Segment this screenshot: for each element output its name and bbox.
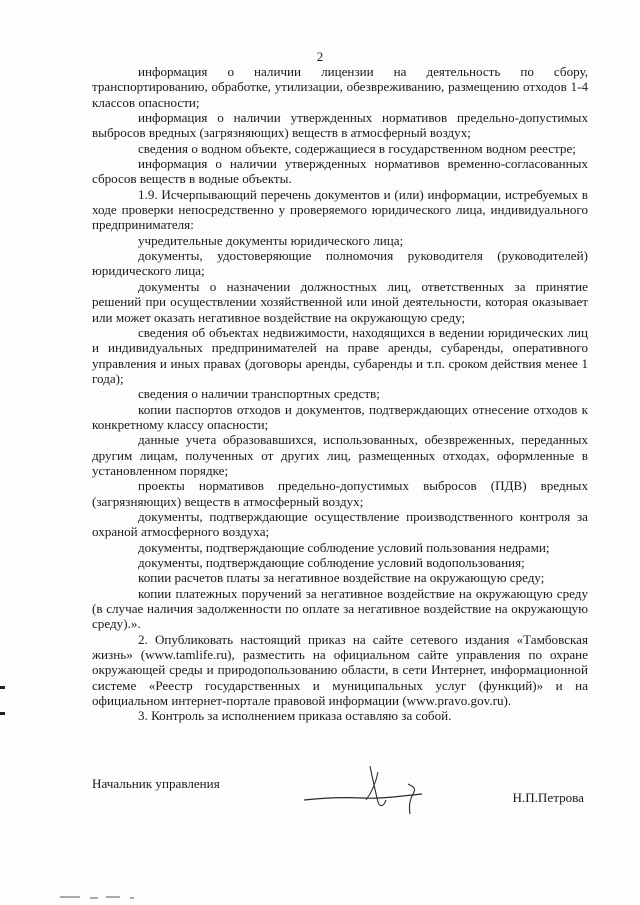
page-number: 2 bbox=[316, 49, 324, 64]
scan-margin-mark bbox=[0, 686, 5, 689]
list-item: сведения о наличии транспортных средств; bbox=[138, 386, 380, 402]
list-item: проекты нормативов предельно-допустимых выбросов (ПДВ) вредных (загрязняющих) веществ в атмосферный воздух; bbox=[92, 478, 588, 509]
signature-block bbox=[92, 776, 588, 836]
list-item: копии расчетов платы за негативное воздействие на окружающую среду; bbox=[138, 570, 545, 586]
list-item: учредительные документы юридического лица; bbox=[138, 232, 404, 248]
document-body bbox=[92, 64, 588, 724]
handwritten-signature bbox=[282, 762, 432, 818]
paragraph-water-object: сведения о водном объекте, содержащиеся в государственном водном реестре; bbox=[138, 140, 576, 156]
list-item: документы, подтверждающие осуществление производственного контроля за охраной атмосферного воздуха; bbox=[92, 508, 588, 540]
signatory-title: Начальник управления bbox=[92, 776, 220, 791]
paragraph-publish-order: 2. Опубликовать настоящий приказ на сайте сетевого издания «Тамбовская жизнь» (www.tamlife.ru), разместить на официальном сайте управления по охране окружающей среды и природопользованию области, в сети Интернет, информационной системе «Реестр государственных и муниципальных услуг (функций)» и на официальном интернет-портале правовой информации (www.pravo.gov.ru). bbox=[92, 631, 588, 709]
paragraph-emission-norms: информация о наличии утвержденных нормативов предельно-допустимых выбросов вредных (загрязняющих) веществ в атмосферный воздух; bbox=[92, 110, 588, 141]
signatory-name: Н.П.Петрова bbox=[512, 790, 584, 805]
scan-margin-mark bbox=[0, 712, 5, 715]
paragraph-discharge-norms: информация о наличии утвержденных нормативов временно-согласованных сбросов веществ в водные объекты. bbox=[92, 156, 588, 187]
paragraph-license-info: информация о наличии лицензии на деятельность по сбору, транспортированию, обработке, утилизации, обезвреживанию, размещению отходов 1-4 классов опасности; bbox=[92, 64, 588, 110]
list-item: документы, подтверждающие соблюдение условий водопользования; bbox=[138, 555, 525, 570]
list-item: документы, подтверждающие соблюдение условий пользования недрами; bbox=[138, 539, 550, 555]
paragraph-section-1-9: 1.9. Исчерпывающий перечень документов и (или) информации, истребуемых в ходе проверки непосредственно у проверяемого юридического лица, индивидуального предпринимателя: bbox=[92, 186, 588, 233]
list-item: сведения об объектах недвижимости, находящихся в ведении юридических лиц и индивидуальных предпринимателей на праве аренды, субаренды, оперативного управления и иных правах (договоры аренды, субаренды и т.п. сроком действия менее 1 года); bbox=[92, 324, 588, 386]
list-item: копии паспортов отходов и документов, подтверждающих отнесение отходов к конкретному классу опасности; bbox=[92, 401, 588, 432]
list-item: копии платежных поручений за негативное воздействие на окружающую среду (в случае наличия задолженности по оплате за негативное воздействие на окружающую среду).». bbox=[92, 585, 588, 632]
list-item: документы о назначении должностных лиц, ответственных за принятие решений при осуществлении хозяйственной или иной деятельности, которая оказывает или может оказать негативное воздействие на окружающую среду; bbox=[92, 278, 588, 325]
scan-artifact bbox=[60, 894, 360, 900]
paragraph-control: 3. Контроль за исполнением приказа оставляю за собой. bbox=[138, 708, 452, 724]
list-item: данные учета образовавшихся, использованных, обезвреженных, переданных другим лицам, полученных от других лиц, размещенных отходах, оформленные в установленном порядке; bbox=[92, 432, 588, 478]
list-item: документы, удостоверяющие полномочия руководителя (руководителей) юридического лица; bbox=[92, 248, 588, 279]
